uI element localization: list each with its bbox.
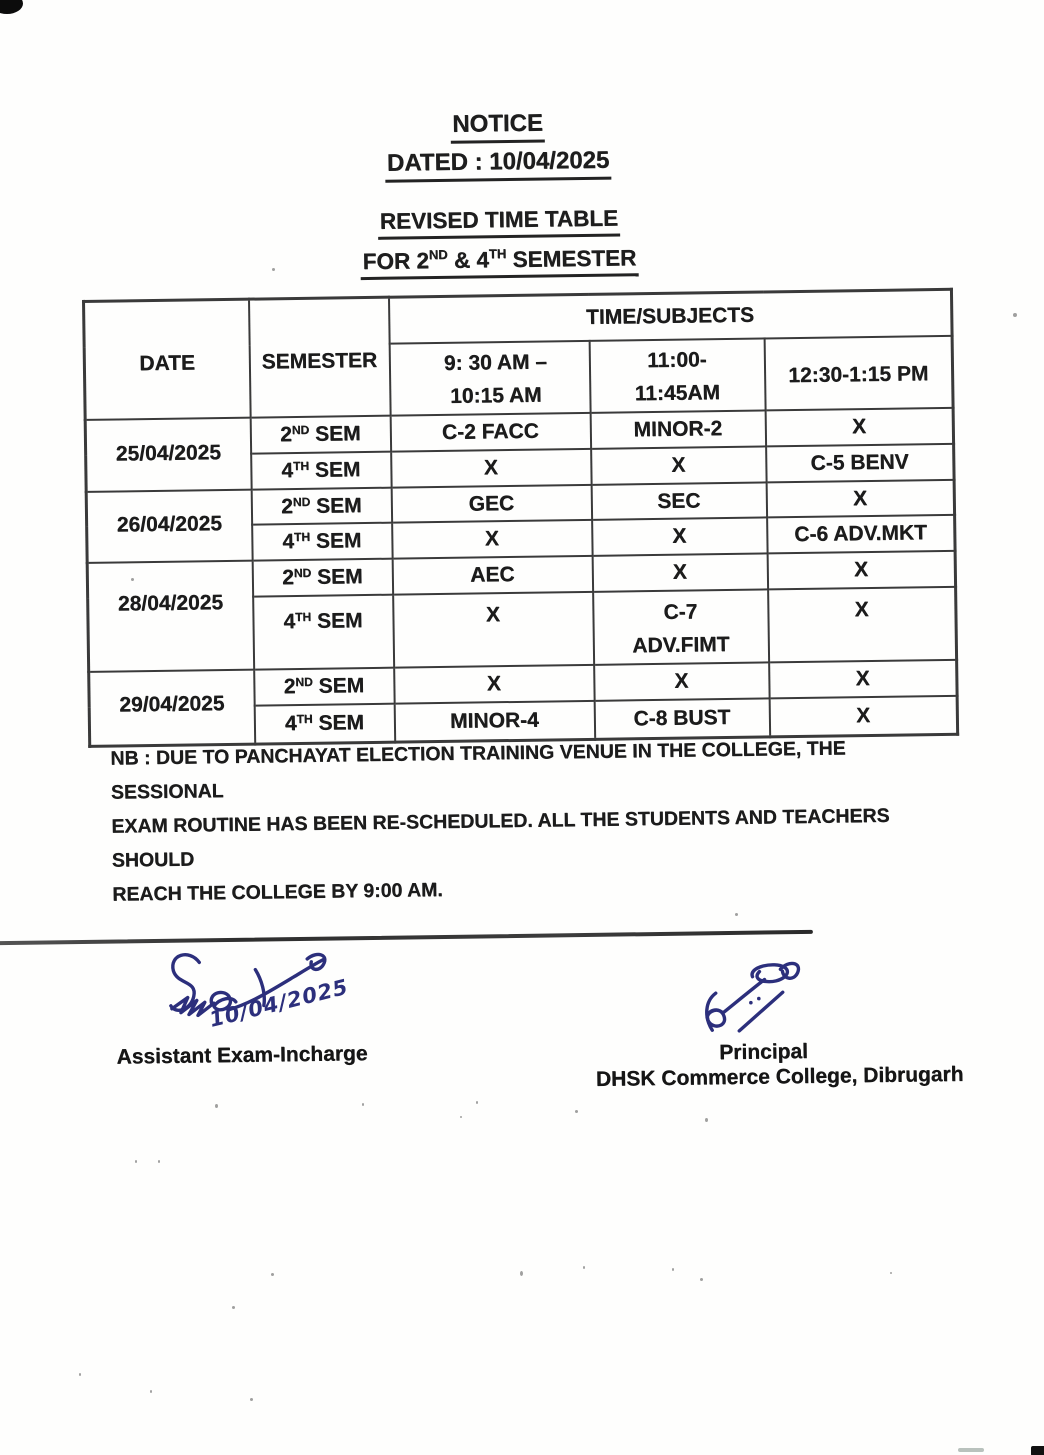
scan-speck <box>232 1306 235 1309</box>
subject-cell: X <box>769 660 957 699</box>
semester-cell: 2ND SEM <box>254 668 394 706</box>
scan-corner-mark <box>1031 1446 1044 1455</box>
scan-speck <box>705 1118 708 1122</box>
subject-cell: X <box>766 480 954 518</box>
left-signature-block <box>115 945 447 1080</box>
semester-cell: 4TH SEM <box>252 523 392 561</box>
subject-cell: C-7 ADV.FIMT <box>593 589 769 664</box>
subject-cell: X <box>592 553 767 591</box>
subject-cell: MINOR-2 <box>590 410 765 448</box>
subject-cell: C-8 BUST <box>594 698 770 738</box>
subject-cell: C-5 BENV <box>766 444 954 483</box>
subject-cell: X <box>394 665 594 704</box>
semester-cell: 2ND SEM <box>251 488 391 525</box>
subject-cell: X <box>592 517 767 555</box>
scan-speck <box>271 1273 274 1276</box>
time-slot-3: 12:30-1:15 PM <box>764 336 953 411</box>
scan-speck <box>131 578 134 581</box>
scan-speck <box>460 1116 462 1118</box>
col-header-time-subjects: TIME/SUBJECTS <box>388 289 952 343</box>
scan-fold-line <box>0 930 813 945</box>
semester-cell: 4TH SEM <box>253 595 394 670</box>
handwritten-date: 10/04/2025 <box>207 974 351 1032</box>
scan-speck <box>150 1390 152 1393</box>
col-header-date: DATE <box>84 299 251 420</box>
scan-speck <box>672 1268 674 1271</box>
semester-cell: 2ND SEM <box>252 559 392 597</box>
scan-speck <box>362 1103 364 1106</box>
scan-speck <box>583 1266 585 1269</box>
subject-cell: C-2 FACC <box>390 413 590 452</box>
college-name: DHSK Commerce College, Dibrugarh <box>595 1062 964 1091</box>
scan-speck <box>158 1160 160 1163</box>
notice-date-line: DATED : 10/04/2025 <box>0 141 998 188</box>
scan-speck <box>890 1272 892 1274</box>
semester-cell: 4TH SEM <box>254 704 395 744</box>
subject-cell: MINOR-4 <box>394 701 595 742</box>
scan-smudge <box>958 1448 984 1452</box>
scan-speck <box>79 1373 81 1376</box>
subject-cell: X <box>391 449 591 488</box>
col-header-semester: SEMESTER <box>249 297 391 417</box>
time-slot-1: 9: 30 AM – 10:15 AM <box>389 341 590 416</box>
subject-cell: SEC <box>591 482 766 519</box>
date-cell: 25/04/2025 <box>85 418 251 492</box>
scan-speck <box>735 913 738 916</box>
subject-cell: GEC <box>391 485 591 523</box>
scan-speck <box>575 1110 578 1113</box>
semester-subtitle: FOR 2ND & 4TH SEMESTER <box>0 239 1000 285</box>
scan-speck <box>272 268 275 271</box>
scan-speck <box>250 1398 253 1401</box>
timetable <box>82 288 959 748</box>
scan-speck <box>215 1104 218 1108</box>
scan-speck <box>135 1160 137 1163</box>
subject-cell: AEC <box>392 556 592 595</box>
semester-cell: 4TH SEM <box>251 452 391 490</box>
subject-cell: X <box>765 408 953 447</box>
principal-label: Principal <box>719 1039 809 1065</box>
scan-speck <box>520 1271 523 1276</box>
subject-cell: X <box>768 587 957 663</box>
principal-signature-ink <box>692 954 809 1038</box>
scan-speck <box>476 1101 478 1104</box>
scan-speck <box>1013 313 1017 317</box>
date-cell: 28/04/2025 <box>87 561 254 672</box>
subject-cell: X <box>594 662 769 700</box>
subject-cell: X <box>393 592 594 668</box>
date-cell: 26/04/2025 <box>86 490 252 563</box>
date-cell: 29/04/2025 <box>89 670 255 746</box>
subject-cell: X <box>591 446 766 484</box>
assistant-exam-incharge-label: Assistant Exam-Incharge <box>116 1042 368 1069</box>
revised-timetable-title: REVISED TIME TABLE <box>0 200 999 245</box>
nb-note: NB : DUE TO PANCHAYAT ELECTION TRAINING VENUE IN THE COLLEGE, THE SESSIONAL EXAM ROUTINE HAS BEEN RE-SCHEDULED. ALL THE STUDENTS AND TEACHERS SHOULD REACH THE COLLEGE BY 9:00 AM. <box>110 737 890 906</box>
right-signature-block <box>594 952 964 1097</box>
subject-cell: X <box>769 696 958 737</box>
notice-title: NOTICE <box>0 103 998 150</box>
subject-cell: X <box>767 551 955 590</box>
semester-cell: 2ND SEM <box>250 416 390 454</box>
subject-cell: X <box>392 520 592 559</box>
scan-speck <box>700 1278 703 1281</box>
time-slot-2: 11:00- 11:45AM <box>589 338 765 412</box>
subject-cell: C-6 ADV.MKT <box>767 515 955 554</box>
